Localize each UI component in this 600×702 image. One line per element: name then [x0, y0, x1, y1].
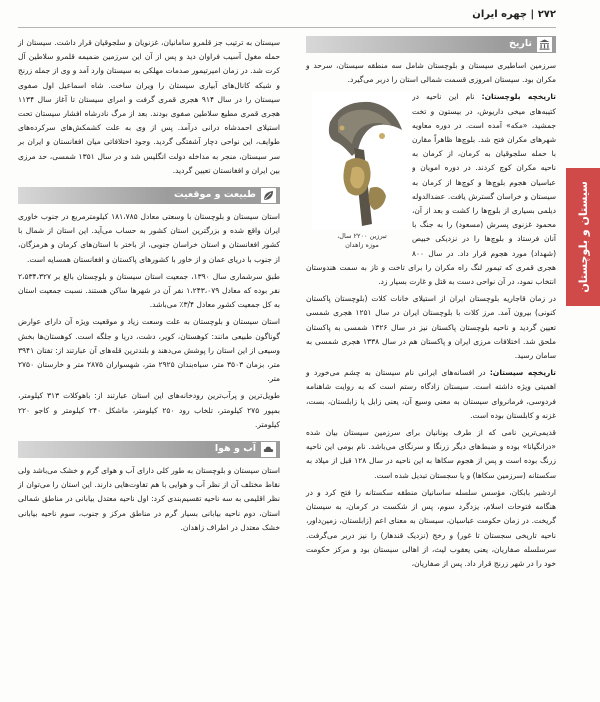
history-paragraph: تاریخچه بلوچستان: نام این ناحیه در کتیبه‌های میخی داریوش، در بیستون و تخت جمشید، «مکه» آمده است. در دوره معاویه شهرهای مکران فتح شد. بلوچ‌ها ظاهراً مقارن با حمله سلجوقیان به کرمان، از کرمان به ناحیه مکران کوچ کردند. در دوره امویان و عباسیان هجوم بلوچ‌ها و کوچ‌ها از کرمان به سیستان و خراسان گسترش یافت. عضدالدوله دیلمی بسیاری از بلوچ‌ها را کشت و بعد از آن، محمود غزنوی پسرش (مسعود) را به جنگ با آنان فرستاد و بلوچ‌ها را در نزدیکی خبیص (شهداد) مورد هجوم قرار داد. در سال ۸۰۰ هجری قمری که تیمور لنگ راه مکران را برای تاخت و تاز به سمت هندوستان انتخاب نمود، در آن نواحی دست به قتل و غارت بسیار زد.	[306, 92, 556, 287]
nature-title: طبیعت و موقعیت	[174, 189, 256, 201]
page-header	[18, 6, 556, 28]
history-subheading-baluchistan: تاریخچه بلوچستان:	[481, 92, 556, 102]
history-continued-paragraph: سیستان به ترتیب جز قلمرو سامانیان، غزنویان و سلجوقیان قرار داشت. سیستان از حمله مغول آسیب فراوان دید و پس از آن این سرزمین ضمیمه قلمرو سلاطین آل کرت شد. در زمان امیرتیمور صدمات مهلکی به سیستان وارد آمد و وی از جمله زرنج و شبکه کانال‌های آبیاری سیستان را ویران ساخت. شاه اسماعیل اول صفوی سیستان را در سال ۹۱۴ هجری قمری گرفت و امرای سیستان تا آغاز سال ۱۱۳۴ هجری قمری مطیع سلاطین صفوی بودند. بعد از مرگ نادرشاه افشار سیستان تحت استیلای احمدشاه درانی درآمد. پس از وی به علت کشمکش‌های سرکرده‌های طوایف، این نواحی دچار آشفتگی گردید. وجود اختلافاتی میان افغانستان و ایران بر سر سیستان، منجر به مداخله دولت انگلیس شد و در سال ۱۳۵۱ شمسی، حد مرزی بین ایران و افغانستان تعیین گردید.	[18, 38, 280, 175]
history-paragraph: تاریخچه سیستان: در افسانه‌های ایرانی نام سیستان به چشم می‌خورد و اهمیتی ویژه داشته است. سیستان زادگاه رستم است که به روایت شاهنامه فردوسی، فرمانروای سیستان به معنی وسیع آن، یعنی زابل یا زابلستان، بست، غزنه و کابلستان بوده است.	[306, 368, 556, 420]
figure-caption: تبرزین ۲۲۰۰ سال، موزه زاهدان	[337, 232, 387, 250]
side-tab-label: سیستان و بلوچستان	[576, 181, 590, 293]
province-side-tab	[566, 168, 600, 306]
history-paragraph: قدیمی‌ترین نامی که از طرف یونانیان برای سرزمین سیستان بیان شده «درانگیانا» بوده و ضبط‌های دیگر زرنگا و سرنگای می‌باشد. نام بومی این ناحیه زرنگ بوده است و پس از هجوم سکاها به این ناحیه در سال ۱۲۸ قبل از میلاد به سکستانه (سرزمین سکاها) و یا سجستان تبدیل شده است.	[306, 428, 556, 480]
nature-heading	[18, 187, 280, 204]
history-subheading-sistan: تاریخچه سیستان:	[489, 368, 556, 378]
history-heading	[306, 36, 556, 53]
leaf-icon	[261, 188, 276, 203]
right-column	[306, 36, 556, 694]
page-title: ۲۷۲ | چهره ایران	[472, 9, 556, 20]
axe-figure	[312, 92, 412, 250]
history-paragraph: اردشیر بابکان، مؤسس سلسله ساسانیان منطقه سکستانه را فتح کرد و در هنگامه فتوحات اسلام، یزدگرد سوم، پس از شکست در کرمان، به سیستان گریخت. در زمان حکومت عباسیان، سیستان به معنای اعم (زابلستان، زمین‌داور، ناحیه تاریخی سجستان تا غور) و رخج (نزدیک قندهار) را نیز دربر می‌گرفت. سرسلسله صفاریان، یعنی یعقوب لیث، از اهالی سیستان بود و مرکز حکومت خود را در شهر زرنج قرار داد. پس از صفاریان،	[306, 487, 556, 568]
columns-icon	[537, 37, 552, 52]
left-column	[18, 36, 280, 694]
nature-paragraph: استان سیستان و بلوچستان به علت وسعت زیاد و موقعیت ویژه آن دارای عوارض گوناگون طبیعی مانند: کوهستان، کویر، دشت، دریا و جلگه است. کوهستان‌ها بخش وسیعی از این استان را پوشش می‌دهند و بلندترین قله‌های آن عبارتند از: تفتان ۳۹۴۱ متر، بزمان ۳۵۰۳ متر، سیاه‌بندان ۲۹۲۵ متر، شهسواران ۲۸۷۵ متر و خارستان ۲۷۵۰ متر.	[18, 317, 280, 384]
history-title: تاریخ	[508, 38, 532, 50]
nature-paragraph: استان سیستان و بلوچستان با وسعتی معادل ۱۸۱،۷۸۵ کیلومترمربع در جنوب خاوری ایران واقع شده و بزرگترین استان کشور به حساب می‌آید. این استان از شمال با کشور افغانستان و استان خراسان جنوبی، از باختر با استان‌های کرمان و هرمزگان، از جنوب با دریای عمان و از خاور با کشورهای پاکستان و افغانستان همسایه است.	[18, 212, 280, 264]
bronze-axe-image	[312, 92, 412, 230]
climate-title: آب و هوا	[214, 443, 256, 455]
history-paragraph: در زمان قاجاریه بلوچستان ایران از استیلای خانات کلات (بلوچستان پاکستان کنونی) بیرون آمد. مرز کلات با بلوچستان ایران در سال ۱۲۵۱ هجری شمسی تعیین گردید و ناحیه بلوچستان پاکستان نیز در سال ۱۳۲۶ شمسی به پاکستان ملحق شد. اختلافات مرزی ایران و پاکستان هم در سال ۱۳۳۸ هجری شمسی به سامان رسید.	[306, 294, 557, 361]
history-intro: سرزمین اساطیری سیستان و بلوچستان شامل سه منطقه سیستان، سرحد و مکران بود. سیستان امروزی قسمت شمالی استان را دربر می‌گیرد.	[306, 61, 556, 85]
nature-paragraph: طبق سرشماری سال ۱۳۹۰، جمعیت استان سیستان و بلوچستان بالغ بر ۲،۵۳۴،۳۲۷ نفر بوده که معادل ۱،۲۴۳،۰۷۹ نفر آن در شهرها ساکن هستند. نسبت جمعیت استان به کل جمعیت کشور معادل ۳/۴٪ می‌باشد.	[18, 271, 280, 310]
climate-heading	[18, 441, 280, 458]
nature-paragraph: طویل‌ترین و پرآب‌ترین رودخانه‌های این استان عبارتند از: باهوکلات ۳۱۳ کیلومتر، بمپور ۲۷۵ کیلومتر، تلخاب رود ۲۵۰ کیلومتر، ماشکل ۲۴۰ کیلومتر و کاجو ۲۲۰ کیلومتر.	[18, 391, 281, 429]
cloud-icon	[261, 442, 276, 457]
climate-paragraph: استان سیستان و بلوچستان به طور کلی دارای آب و هوای گرم و خشک می‌باشد ولی نقاط مختلف آن از نظر آب و هوایی با هم تفاوت‌هایی دارند. این استان را می‌توان از نظر اقلیمی به سه ناحیه تقسیم‌بندی کرد: اول ناحیه معتدل بیابانی در مناطق شمالی استان، دوم ناحیه بیابانی بسیار گرم در مناطق مرکز و جنوب، سوم ناحیه بیابانی خشک معتدل در اطراف زاهدان.	[18, 466, 280, 532]
